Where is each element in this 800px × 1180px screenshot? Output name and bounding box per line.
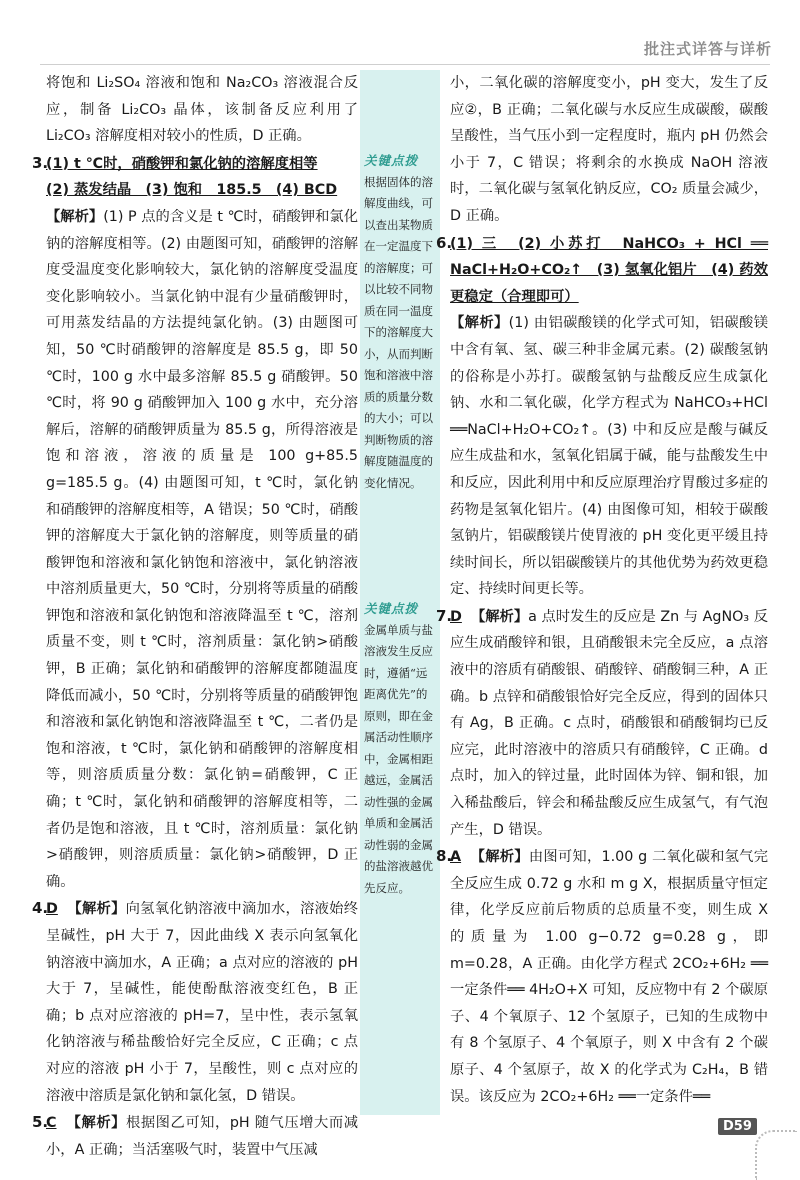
question-8 (436, 843, 769, 1110)
answer: A (450, 849, 462, 866)
analysis-text: (1) 由铝碳酸镁的化学式可知，铝碳酸镁中含有氧、氢、碳三种非金属元素。(2) 碳酸氢钠的俗称是小苏打。碳酸氢钠与盐酸反应生成氯化钠、水和二氧化碳，化学方程式为 NaHCO₃+HCl ══NaCl+H₂O+CO₂↑。(3) 中和反应是酸与碱反应生成盐和水，氢氧化铝属于碱，能与盐酸发生中和反应，因此利用中和反应原理治疗胃酸过多症的药物是氢氧化铝片。(4) 由图像可知，相较于碳酸氢钠片，铝碳酸镁片使胃液的 pH 变化更平缓且持续时间长，所以铝碳酸镁片的其他优势为药效更稳定、持续时间更长等。 (450, 315, 768, 598)
analysis-text: (1) P 点的含义是 t ℃时，硝酸钾和氯化钠的溶解度相等。(2) 由题图可知，硝酸钾的溶解度受温度变化影响较大，氯化钠的溶解度受温度变化影响较小。当氯化钠中混有少量硝酸钾时，可用蒸发结晶的方法提纯氯化钠。(3) 由题图可知，50 ℃时硝酸钾的溶解度是 85.5 g，即 50 ℃时，100 g 水中最多溶解 85.5 g 硝酸钾。50 ℃时，将 90 g 硝酸钾加入 100 g 水中，充分溶解后，溶解的硝酸钾质量为 85.5 g，所得溶液是饱和溶液，溶液的质量是 100 g+85.5 g=185.5 g。(4) 由题图可知，t ℃时，氯化钠和硝酸钾的溶解度相等，A 错误；50 ℃时，硝酸钾的溶解度大于氯化钠的溶解度，则等质量的硝酸钾饱和溶液和氯化钠饱和溶液中，氯化钠溶液中溶剂质量更大，50 ℃时，分别将等质量的硝酸钾饱和溶液和氯化钠饱和溶液降温至 t ℃，溶剂质量不变，则 t ℃时，溶剂质量：氯化钠>硝酸钾，B 正确；氯化钠和硝酸钾的溶解度都随温度降低而减小，50 ℃时，分别将等质量的硝酸钾饱和溶液和氯化钠饱和溶液降温至 t ℃，二者仍是饱和溶液，t ℃时，氯化钠和硝酸钾的溶解度相等，则溶质质量分数：氯化钠=硝酸钾，C 正确；t ℃时，氯化钠和硝酸钾的溶解度相等，二者仍是饱和溶液，且 t ℃时，溶剂质量：氯化钠>硝酸钾，则溶质质量：氯化钠>硝酸钾，D 正确。 (46, 208, 358, 890)
analysis-tag: 【解析】 (450, 315, 509, 332)
analysis-tag: 【解析】 (470, 849, 529, 866)
answer: (1) t ℃时，硝酸钾和氯化钠的溶解度相等 (46, 155, 318, 172)
question-5 (32, 1109, 359, 1163)
analysis-tag: 【解析】 (66, 1115, 126, 1132)
question-number: 8. (436, 847, 453, 866)
analysis-tag: 【解析】 (470, 608, 529, 625)
decorative-dots (755, 1130, 797, 1180)
note-title: 关键点拨 (364, 601, 419, 616)
key-point-note-2 (364, 598, 436, 899)
left-column (32, 70, 359, 1163)
analysis-text: 根据图乙可知，pH 随气压增大而减小，A 正确；当活塞吸气时，装置中气压减 (46, 1115, 359, 1158)
question-3 (32, 150, 358, 896)
analysis-text: 由图可知，1.00 g 二氧化碳和氢气完全反应生成 0.72 g 水和 m g X，根据质量守恒定律，化学反应前后物质的总质量不变，则生成 X 的质量为 1.00 g−0.72 g=0.28 g，即 m=0.28，A 正确。由化学方程式 2CO₂+6H₂ ══一定条件══ 4H₂O+X 可知，反应物中有 2 个碳原子、4 个氧原子、12 个氢原子，已知的生成物中有 8 个氢原子、4 个氧原子，则 X 中含有 2 个碳原子、4 个氢原子，故 X 的化学式为 C₂H₄，B 错误。该反应为 2CO₂+6H₂ ══一定条件══ (450, 849, 769, 1105)
question-4 (32, 895, 359, 1109)
paragraph: 将饱和 Li₂SO₄ 溶液和饱和 Na₂CO₃ 溶液混合反应，制备 Li₂CO₃ 晶体，该制备反应利用了 Li₂CO₃ 溶解度相对较小的性质，D 正确。 (46, 75, 358, 145)
analysis-text: a 点时发生的反应是 Zn 与 AgNO₃ 反应生成硝酸锌和银，且硝酸银未完全反应，a 点溶液中的溶质有硝酸银、硝酸锌、硝酸铜三种，A 正确。b 点锌和硝酸银恰好完全反应，得到的固体只有 Ag，B 正确。c 点时，硝酸银和硝酸铜均已反应完，此时溶液中的溶质只有硝酸锌，C 正确。d 点时，加入的锌过量，此时固体为锌、铜和银，加入稀盐酸后，锌会和稀盐酸反应生成氢气，有气泡产生，D 错误。 (450, 608, 768, 838)
question-7 (436, 603, 768, 843)
question-number: 6. (436, 233, 453, 252)
header-title: 批注式详答与详析 (643, 40, 772, 58)
analysis-tag: 【解析】 (46, 208, 104, 225)
answer: (2) 蒸发结晶 (3) 饱和 185.5 (4) BCD (46, 182, 338, 199)
question-number: 3. (32, 153, 49, 172)
note-text: 金属单质与盐溶液发生反应时，遵循“远距离优先”的原则，即在金属活动性顺序中，金属相距越远，金属活动性强的金属单质和金属活动性弱的金属的盐溶液越优先反应。 (364, 622, 433, 895)
question-number: 7. (436, 606, 453, 625)
note-title: 关键点拨 (364, 153, 419, 168)
note-text: 根据固体的溶解度曲线，可以查出某物质在一定温度下的溶解度；可以比较不同物质在同一温度下的溶解度大小，从而判断饱和溶液中溶质的质量分数的大小；可以判断物质的溶解度随温度的变化情况。 (364, 174, 433, 490)
question-6 (436, 230, 768, 603)
answer: (1) 三 (2) 小苏打 NaHCO₃ + HCl ══ NaCl+H₂O+CO₂↑ (3) 氢氧化铝片 (4) 药效更稳定（合理即可） (450, 235, 768, 305)
analysis-tag: 【解析】 (67, 901, 126, 918)
answer: D (46, 901, 58, 918)
key-point-note-1 (364, 150, 436, 494)
question-number: 5. (32, 1113, 49, 1132)
answer: D (450, 608, 462, 625)
header-divider (40, 64, 770, 65)
analysis-text: 向氢氧化钠溶液中滴加水，溶液始终呈碱性，pH 大于 7，因此曲线 X 表示向氢氧化钠溶液中滴加水，A 正确；a 点对应的溶液的 pH 大于 7，呈碱性，能使酚酞溶液变红色，B 正确；b 点对应溶液的 pH=7，呈中性，表示氢氧化钠溶液与稀盐酸恰好完全反应，C 正确；c 点对应的溶液 pH 小于 7，呈酸性，则 c 点对应的溶液中溶质是氯化钠和氯化氢，D 错误。 (46, 901, 359, 1104)
page-number: D59 (718, 1118, 757, 1135)
right-column (436, 70, 769, 1110)
answer: C (46, 1115, 57, 1132)
question-number: 4. (32, 899, 49, 918)
paragraph: 小，二氧化碳的溶解度变小，pH 变大，发生了反应②，B 正确；二氧化碳与水反应生成碳酸，碳酸呈酸性，当气压小到一定程度时，瓶内 pH 仍然会小于 7，C 错误；将剩余的水换成 NaOH 溶液时，二氧化碳与氢氧化钠反应，CO₂ 质量会减少，D 正确。 (450, 75, 768, 224)
